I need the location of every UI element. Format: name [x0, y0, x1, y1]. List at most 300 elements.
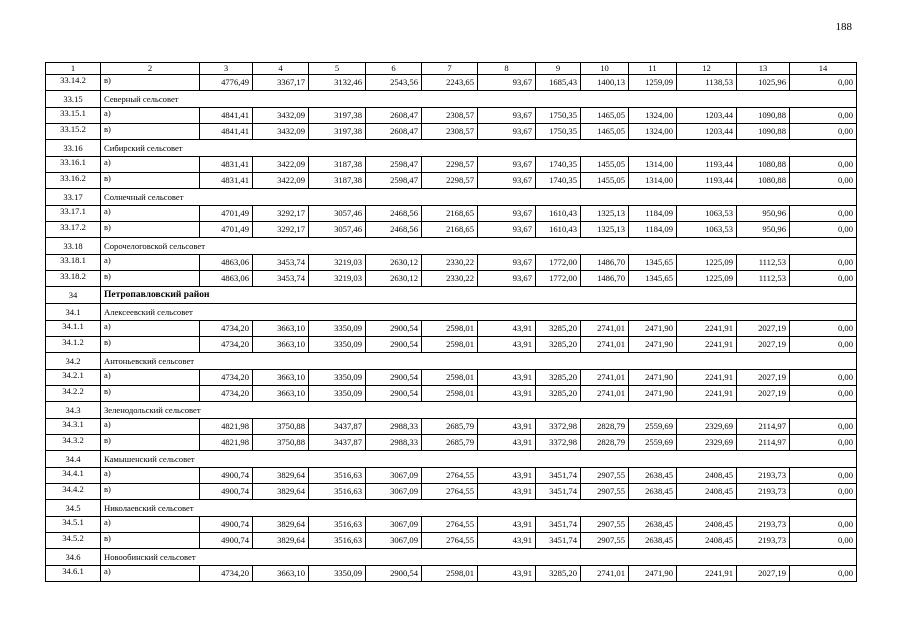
row-code: 34.2.2	[46, 386, 101, 402]
table-row	[46, 271, 857, 287]
row-code: 34.6.1	[46, 566, 101, 582]
value-cell-col4: 3663,10	[253, 386, 309, 402]
value-cell-col8: 43,91	[478, 533, 536, 549]
table-row	[46, 157, 857, 173]
settlement-name: Алексеевский сельсовет	[101, 304, 857, 321]
value-cell-col6: 2608,47	[366, 124, 422, 140]
value-cell-col13: 2027,19	[737, 337, 790, 353]
value-cell-col9: 3451,74	[536, 517, 581, 533]
value-cell-col11: 2471,90	[629, 370, 677, 386]
value-cell-col6: 2608,47	[366, 108, 422, 124]
value-cell-col13: 2114,97	[737, 435, 790, 451]
column-number-10: 10	[581, 63, 629, 75]
value-cell-col3: 4831,41	[200, 173, 253, 189]
value-cell-col8: 93,67	[478, 157, 536, 173]
value-cell-col8: 93,67	[478, 255, 536, 271]
value-cell-col9: 3285,20	[536, 321, 581, 337]
value-cell-col5: 3187,38	[309, 157, 366, 173]
value-cell-col3: 4821,98	[200, 419, 253, 435]
value-cell-col8: 43,91	[478, 435, 536, 451]
table-row	[46, 533, 857, 549]
value-cell-col7: 2168,65	[422, 222, 478, 238]
value-cell-col8: 43,91	[478, 321, 536, 337]
row-code: 33.18.1	[46, 255, 101, 271]
value-cell-col4: 3422,09	[253, 173, 309, 189]
value-cell-col12: 2241,91	[677, 321, 737, 337]
value-cell-col10: 2907,55	[581, 517, 629, 533]
value-cell-col5: 3516,63	[309, 484, 366, 500]
value-cell-col7: 2168,65	[422, 206, 478, 222]
value-cell-col8: 93,67	[478, 222, 536, 238]
row-label: в)	[101, 173, 200, 189]
value-cell-col3: 4863,06	[200, 271, 253, 287]
settlement-name: Северный сельсовет	[101, 91, 857, 108]
column-number-2: 2	[101, 63, 200, 75]
value-cell-col6: 2468,56	[366, 222, 422, 238]
table-row	[46, 386, 857, 402]
value-cell-col5: 3132,46	[309, 75, 366, 91]
value-cell-col7: 2685,79	[422, 419, 478, 435]
column-number-12: 12	[677, 63, 737, 75]
value-cell-col12: 1138,53	[677, 75, 737, 91]
value-cell-col12: 2408,45	[677, 484, 737, 500]
value-cell-col5: 3437,87	[309, 419, 366, 435]
value-cell-col8: 93,67	[478, 124, 536, 140]
row-code: 34.1	[46, 304, 101, 321]
value-cell-col7: 2598,01	[422, 370, 478, 386]
value-cell-col3: 4734,20	[200, 321, 253, 337]
column-number-4: 4	[253, 63, 309, 75]
value-cell-col10: 1325,13	[581, 206, 629, 222]
row-label: а)	[101, 321, 200, 337]
row-code: 34.4	[46, 451, 101, 468]
value-cell-col5: 3516,63	[309, 533, 366, 549]
value-cell-col14: 0,00	[790, 157, 857, 173]
value-cell-col12: 2241,91	[677, 337, 737, 353]
value-cell-col7: 2598,01	[422, 321, 478, 337]
value-cell-col12: 2408,45	[677, 468, 737, 484]
value-cell-col13: 2193,73	[737, 533, 790, 549]
value-cell-col4: 3367,17	[253, 75, 309, 91]
value-cell-col11: 1324,00	[629, 124, 677, 140]
value-cell-col7: 2764,55	[422, 484, 478, 500]
value-cell-col5: 3057,46	[309, 222, 366, 238]
value-cell-col10: 1465,05	[581, 108, 629, 124]
row-label: в)	[101, 386, 200, 402]
value-cell-col7: 2308,57	[422, 108, 478, 124]
row-label: а)	[101, 255, 200, 271]
row-code: 33.16.1	[46, 157, 101, 173]
value-cell-col8: 43,91	[478, 468, 536, 484]
value-cell-col11: 1184,09	[629, 222, 677, 238]
row-code: 34.2	[46, 353, 101, 370]
value-cell-col7: 2330,22	[422, 255, 478, 271]
value-cell-col3: 4734,20	[200, 386, 253, 402]
value-cell-col5: 3350,09	[309, 386, 366, 402]
value-cell-col10: 1455,05	[581, 173, 629, 189]
value-cell-col11: 1314,00	[629, 157, 677, 173]
column-number-8: 8	[478, 63, 536, 75]
value-cell-col10: 2741,01	[581, 321, 629, 337]
value-cell-col4: 3432,09	[253, 108, 309, 124]
value-cell-col6: 2900,54	[366, 337, 422, 353]
value-cell-col12: 2408,45	[677, 517, 737, 533]
row-code: 33.18.2	[46, 271, 101, 287]
value-cell-col12: 1203,44	[677, 124, 737, 140]
row-code: 33.17.1	[46, 206, 101, 222]
value-cell-col10: 2741,01	[581, 386, 629, 402]
value-cell-col7: 2330,22	[422, 271, 478, 287]
value-cell-col12: 2408,45	[677, 533, 737, 549]
value-cell-col14: 0,00	[790, 255, 857, 271]
page-number: 188	[835, 21, 852, 33]
value-cell-col14: 0,00	[790, 108, 857, 124]
value-cell-col13: 2027,19	[737, 370, 790, 386]
row-label: а)	[101, 370, 200, 386]
settlement-name: Сибирский сельсовет	[101, 140, 857, 157]
settlement-row	[46, 238, 857, 255]
value-cell-col7: 2598,01	[422, 566, 478, 582]
value-cell-col3: 4900,74	[200, 468, 253, 484]
value-cell-col8: 43,91	[478, 386, 536, 402]
value-cell-col14: 0,00	[790, 419, 857, 435]
table-row	[46, 419, 857, 435]
settlement-name: Камышенский сельсовет	[101, 451, 857, 468]
row-code: 33.16.2	[46, 173, 101, 189]
value-cell-col14: 0,00	[790, 517, 857, 533]
value-cell-col14: 0,00	[790, 533, 857, 549]
value-cell-col14: 0,00	[790, 468, 857, 484]
value-cell-col4: 3663,10	[253, 370, 309, 386]
value-cell-col6: 2543,56	[366, 75, 422, 91]
value-cell-col12: 1203,44	[677, 108, 737, 124]
value-cell-col9: 3285,20	[536, 337, 581, 353]
value-cell-col8: 93,67	[478, 271, 536, 287]
value-cell-col10: 2741,01	[581, 337, 629, 353]
column-number-7: 7	[422, 63, 478, 75]
column-number-14: 14	[790, 63, 857, 75]
value-cell-col4: 3750,88	[253, 435, 309, 451]
value-cell-col13: 2114,97	[737, 419, 790, 435]
value-cell-col9: 3451,74	[536, 484, 581, 500]
value-cell-col14: 0,00	[790, 75, 857, 91]
row-code: 34.5	[46, 500, 101, 517]
value-cell-col13: 1112,53	[737, 271, 790, 287]
settlement-row	[46, 140, 857, 157]
value-cell-col10: 2741,01	[581, 370, 629, 386]
value-cell-col8: 93,67	[478, 108, 536, 124]
value-cell-col9: 3285,20	[536, 566, 581, 582]
value-cell-col10: 1486,70	[581, 255, 629, 271]
tariff-table	[45, 62, 857, 582]
value-cell-col3: 4701,49	[200, 222, 253, 238]
value-cell-col14: 0,00	[790, 435, 857, 451]
value-cell-col10: 2907,55	[581, 533, 629, 549]
value-cell-col10: 2907,55	[581, 484, 629, 500]
value-cell-col13: 1080,88	[737, 157, 790, 173]
table-row	[46, 173, 857, 189]
value-cell-col11: 2559,69	[629, 419, 677, 435]
value-cell-col14: 0,00	[790, 271, 857, 287]
value-cell-col6: 2630,12	[366, 271, 422, 287]
value-cell-col3: 4841,41	[200, 124, 253, 140]
value-cell-col3: 4831,41	[200, 157, 253, 173]
row-code: 34.3.2	[46, 435, 101, 451]
value-cell-col10: 2828,79	[581, 435, 629, 451]
value-cell-col4: 3663,10	[253, 566, 309, 582]
value-cell-col6: 3067,09	[366, 517, 422, 533]
value-cell-col5: 3516,63	[309, 468, 366, 484]
row-label: а)	[101, 206, 200, 222]
column-number-11: 11	[629, 63, 677, 75]
row-code: 34.5.1	[46, 517, 101, 533]
row-code: 33.15.2	[46, 124, 101, 140]
value-cell-col3: 4701,49	[200, 206, 253, 222]
value-cell-col9: 1750,35	[536, 108, 581, 124]
row-label: в)	[101, 124, 200, 140]
value-cell-col13: 2193,73	[737, 468, 790, 484]
value-cell-col3: 4900,74	[200, 533, 253, 549]
table-row	[46, 566, 857, 582]
value-cell-col3: 4821,98	[200, 435, 253, 451]
settlement-name: Новообинский сельсовет	[101, 549, 857, 566]
row-label: а)	[101, 566, 200, 582]
value-cell-col5: 3350,09	[309, 321, 366, 337]
settlement-row	[46, 549, 857, 566]
value-cell-col6: 3067,09	[366, 468, 422, 484]
value-cell-col10: 2828,79	[581, 419, 629, 435]
column-number-row	[46, 63, 857, 75]
row-code: 33.15.1	[46, 108, 101, 124]
value-cell-col14: 0,00	[790, 222, 857, 238]
row-label: в)	[101, 484, 200, 500]
value-cell-col5: 3516,63	[309, 517, 366, 533]
value-cell-col6: 2630,12	[366, 255, 422, 271]
value-cell-col10: 2907,55	[581, 468, 629, 484]
value-cell-col9: 1750,35	[536, 124, 581, 140]
value-cell-col3: 4776,49	[200, 75, 253, 91]
value-cell-col4: 3453,74	[253, 271, 309, 287]
value-cell-col3: 4900,74	[200, 517, 253, 533]
value-cell-col12: 2241,91	[677, 370, 737, 386]
value-cell-col12: 1193,44	[677, 173, 737, 189]
value-cell-col9: 3451,74	[536, 533, 581, 549]
value-cell-col7: 2685,79	[422, 435, 478, 451]
table-row	[46, 484, 857, 500]
value-cell-col4: 3292,17	[253, 222, 309, 238]
value-cell-col13: 950,96	[737, 222, 790, 238]
value-cell-col14: 0,00	[790, 484, 857, 500]
row-code: 34.2.1	[46, 370, 101, 386]
value-cell-col13: 2027,19	[737, 321, 790, 337]
value-cell-col12: 2329,69	[677, 435, 737, 451]
value-cell-col13: 2027,19	[737, 386, 790, 402]
table-row	[46, 517, 857, 533]
settlement-name: Сорочелоговской сельсовет	[101, 238, 857, 255]
value-cell-col4: 3829,64	[253, 517, 309, 533]
value-cell-col11: 2638,45	[629, 517, 677, 533]
column-number-3: 3	[200, 63, 253, 75]
table-row	[46, 255, 857, 271]
value-cell-col7: 2308,57	[422, 124, 478, 140]
value-cell-col11: 2471,90	[629, 321, 677, 337]
value-cell-col7: 2764,55	[422, 533, 478, 549]
value-cell-col9: 1740,35	[536, 173, 581, 189]
value-cell-col3: 4734,20	[200, 370, 253, 386]
value-cell-col5: 3350,09	[309, 566, 366, 582]
value-cell-col12: 1193,44	[677, 157, 737, 173]
row-code: 34	[46, 287, 101, 304]
value-cell-col11: 2638,45	[629, 533, 677, 549]
value-cell-col7: 2243,65	[422, 75, 478, 91]
row-code: 34.3.1	[46, 419, 101, 435]
column-number-1: 1	[46, 63, 101, 75]
value-cell-col6: 2598,47	[366, 157, 422, 173]
settlement-name: Зеленодольский сельсовет	[101, 402, 857, 419]
row-label: в)	[101, 75, 200, 91]
table-row	[46, 124, 857, 140]
row-code: 33.17.2	[46, 222, 101, 238]
value-cell-col9: 3285,20	[536, 386, 581, 402]
value-cell-col10: 2741,01	[581, 566, 629, 582]
settlement-row	[46, 91, 857, 108]
value-cell-col14: 0,00	[790, 386, 857, 402]
value-cell-col5: 3219,03	[309, 271, 366, 287]
row-code: 34.1.1	[46, 321, 101, 337]
value-cell-col10: 1486,70	[581, 271, 629, 287]
value-cell-col8: 93,67	[478, 75, 536, 91]
value-cell-col11: 2559,69	[629, 435, 677, 451]
table-row	[46, 75, 857, 91]
value-cell-col9: 1685,43	[536, 75, 581, 91]
row-label: в)	[101, 271, 200, 287]
table-row	[46, 337, 857, 353]
value-cell-col6: 2988,33	[366, 419, 422, 435]
value-cell-col10: 1400,13	[581, 75, 629, 91]
settlement-name: Антоньевский сельсовет	[101, 353, 857, 370]
settlement-name: Николаевский сельсовет	[101, 500, 857, 517]
value-cell-col4: 3829,64	[253, 533, 309, 549]
table-body	[46, 63, 857, 582]
value-cell-col6: 3067,09	[366, 533, 422, 549]
row-code: 33.15	[46, 91, 101, 108]
value-cell-col14: 0,00	[790, 370, 857, 386]
value-cell-col13: 2193,73	[737, 484, 790, 500]
table-row	[46, 468, 857, 484]
value-cell-col12: 2241,91	[677, 566, 737, 582]
value-cell-col11: 1324,00	[629, 108, 677, 124]
value-cell-col5: 3350,09	[309, 337, 366, 353]
value-cell-col14: 0,00	[790, 566, 857, 582]
row-label: в)	[101, 337, 200, 353]
value-cell-col14: 0,00	[790, 206, 857, 222]
column-number-5: 5	[309, 63, 366, 75]
value-cell-col14: 0,00	[790, 173, 857, 189]
value-cell-col6: 2900,54	[366, 386, 422, 402]
value-cell-col8: 43,91	[478, 566, 536, 582]
value-cell-col3: 4734,20	[200, 337, 253, 353]
row-label: а)	[101, 108, 200, 124]
value-cell-col13: 2027,19	[737, 566, 790, 582]
value-cell-col6: 2900,54	[366, 566, 422, 582]
value-cell-col14: 0,00	[790, 321, 857, 337]
value-cell-col11: 1345,65	[629, 255, 677, 271]
row-code: 33.18	[46, 238, 101, 255]
value-cell-col10: 1465,05	[581, 124, 629, 140]
value-cell-col4: 3663,10	[253, 337, 309, 353]
column-number-6: 6	[366, 63, 422, 75]
value-cell-col8: 43,91	[478, 370, 536, 386]
value-cell-col7: 2598,01	[422, 337, 478, 353]
value-cell-col9: 3372,98	[536, 419, 581, 435]
value-cell-col9: 1740,35	[536, 157, 581, 173]
value-cell-col4: 3432,09	[253, 124, 309, 140]
value-cell-col9: 1772,00	[536, 255, 581, 271]
settlement-row	[46, 402, 857, 419]
value-cell-col8: 93,67	[478, 206, 536, 222]
value-cell-col9: 1610,43	[536, 222, 581, 238]
value-cell-col13: 1025,96	[737, 75, 790, 91]
table-row	[46, 222, 857, 238]
value-cell-col11: 1314,00	[629, 173, 677, 189]
value-cell-col11: 1345,65	[629, 271, 677, 287]
row-code: 33.14.2	[46, 75, 101, 91]
row-label: в)	[101, 435, 200, 451]
value-cell-col6: 2468,56	[366, 206, 422, 222]
value-cell-col9: 1772,00	[536, 271, 581, 287]
table-row	[46, 206, 857, 222]
table-row	[46, 370, 857, 386]
value-cell-col12: 2329,69	[677, 419, 737, 435]
value-cell-col5: 3057,46	[309, 206, 366, 222]
row-code: 34.3	[46, 402, 101, 419]
value-cell-col5: 3187,38	[309, 173, 366, 189]
value-cell-col9: 1610,43	[536, 206, 581, 222]
value-cell-col9: 3451,74	[536, 468, 581, 484]
value-cell-col5: 3437,87	[309, 435, 366, 451]
value-cell-col14: 0,00	[790, 337, 857, 353]
value-cell-col13: 1090,88	[737, 108, 790, 124]
value-cell-col8: 43,91	[478, 419, 536, 435]
settlement-name: Солнечный сельсовет	[101, 189, 857, 206]
value-cell-col7: 2764,55	[422, 468, 478, 484]
value-cell-col12: 1063,53	[677, 206, 737, 222]
table-row	[46, 321, 857, 337]
value-cell-col8: 43,91	[478, 337, 536, 353]
value-cell-col6: 2900,54	[366, 370, 422, 386]
value-cell-col11: 2471,90	[629, 566, 677, 582]
value-cell-col11: 2638,45	[629, 484, 677, 500]
value-cell-col4: 3829,64	[253, 468, 309, 484]
value-cell-col13: 950,96	[737, 206, 790, 222]
value-cell-col12: 1063,53	[677, 222, 737, 238]
value-cell-col11: 2638,45	[629, 468, 677, 484]
row-label: а)	[101, 157, 200, 173]
row-label: в)	[101, 222, 200, 238]
value-cell-col11: 2471,90	[629, 386, 677, 402]
row-code: 34.6	[46, 549, 101, 566]
district-row	[46, 287, 857, 304]
value-cell-col9: 3372,98	[536, 435, 581, 451]
row-code: 34.4.2	[46, 484, 101, 500]
value-cell-col11: 2471,90	[629, 337, 677, 353]
value-cell-col11: 1259,09	[629, 75, 677, 91]
row-code: 33.16	[46, 140, 101, 157]
settlement-row	[46, 189, 857, 206]
row-code: 34.5.2	[46, 533, 101, 549]
settlement-row	[46, 304, 857, 321]
value-cell-col6: 3067,09	[366, 484, 422, 500]
